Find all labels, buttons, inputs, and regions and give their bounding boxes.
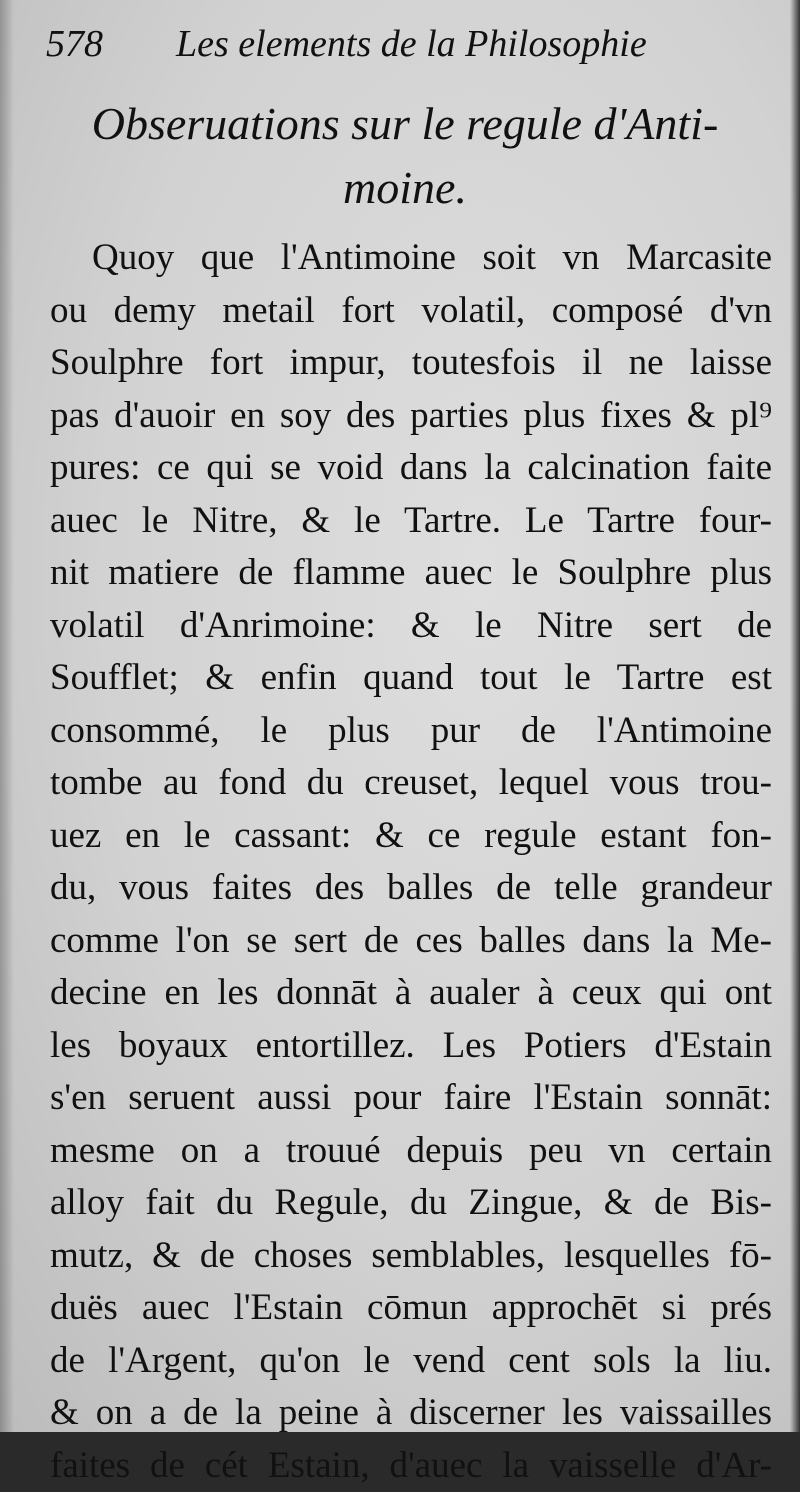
text-line: faites de cét Estain, d'auec la vaisselle d'Ar- <box>50 1440 772 1492</box>
page-number: 578 <box>46 14 176 74</box>
text-line: duës auec l'Estain cōmun approchēt si prés <box>50 1282 772 1335</box>
section-heading <box>40 92 770 220</box>
text-line: alloy fait du Regule, du Zingue, & de Bis- <box>50 1177 772 1230</box>
text-line: uez en le cassant: & ce regule estant fon- <box>50 810 772 863</box>
text-line: auec le Nitre, & le Tartre. Le Tartre four- <box>50 495 772 548</box>
text-line: consommé, le plus pur de l'Antimoine <box>50 705 772 758</box>
heading-line-2: moine. <box>40 156 770 220</box>
text-line: Soufflet; & enfin quand tout le Tartre est <box>50 652 772 705</box>
text-line: comme l'on se sert de ces balles dans la Me- <box>50 915 772 968</box>
text-line: les boyaux entortillez. Les Potiers d'Estain <box>50 1020 772 1073</box>
text-line: tombe au fond du creuset, lequel vous trou- <box>50 757 772 810</box>
text-line: s'en seruent aussi pour faire l'Estain sonnāt: <box>50 1072 772 1125</box>
text-line: Soulphre fort impur, toutesfois il ne laisse <box>50 337 772 390</box>
text-line: decine en les donnāt à aualer à ceux qui ont <box>50 967 772 1020</box>
text-line: pures: ce qui se void dans la calcination faite <box>50 442 772 495</box>
text-line: pas d'auoir en soy des parties plus fixes & pl⁹ <box>50 390 772 443</box>
running-head <box>46 14 766 74</box>
page-shadow-left <box>0 0 14 1432</box>
text-line: & on a de la peine à discerner les vaissailles <box>50 1387 772 1440</box>
running-title: Les elements de la Philosophie <box>176 14 647 74</box>
page-shadow-right <box>790 0 800 1432</box>
body-text <box>50 232 772 1492</box>
text-line: de l'Argent, qu'on le vend cent sols la liu. <box>50 1335 772 1388</box>
text-line: volatil d'Anrimoine: & le Nitre sert de <box>50 600 772 653</box>
text-line: du, vous faites des balles de telle grandeur <box>50 862 772 915</box>
text-line: Quoy que l'Antimoine soit vn Marcasite <box>50 232 772 285</box>
heading-line-1: Obseruations sur le regule d'Anti- <box>40 92 770 156</box>
text-line: nit matiere de flamme auec le Soulphre plus <box>50 547 772 600</box>
text-line: mutz, & de choses semblables, lesquelles fō- <box>50 1230 772 1283</box>
text-line: mesme on a trouué depuis peu vn certain <box>50 1125 772 1178</box>
text-line: ou demy metail fort volatil, composé d'vn <box>50 285 772 338</box>
